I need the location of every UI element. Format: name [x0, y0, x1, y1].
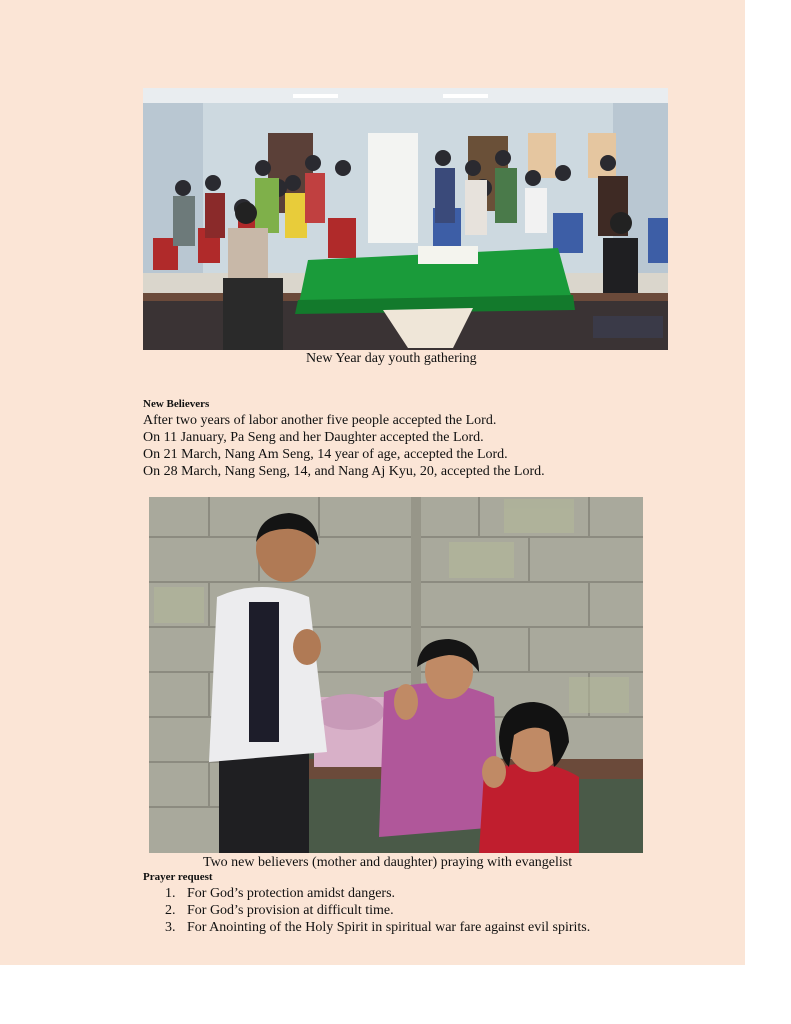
item-number: 2. — [165, 903, 176, 918]
prayer-request-item — [165, 919, 590, 936]
new-believers-line: On 11 January, Pa Seng and her Daughter accepted the Lord. — [143, 430, 484, 445]
youth-gathering-illustration — [143, 88, 668, 350]
new-believers-line: On 28 March, Nang Seng, 14, and Nang Aj Kyu, 20, accepted the Lord. — [143, 464, 545, 479]
item-text: For God’s protection amidst dangers. — [187, 886, 396, 901]
item-number: 1. — [165, 886, 176, 901]
youth-gathering-photo — [143, 88, 668, 350]
new-believers-caption: Two new believers (mother and daughter) praying with evangelist — [203, 855, 573, 870]
youth-gathering-caption: New Year day youth gathering — [306, 351, 477, 366]
praying-illustration — [149, 497, 643, 853]
item-text: For Anointing of the Holy Spirit in spiritual war fare against evil spirits. — [187, 920, 591, 935]
prayer-request-heading: Prayer request — [143, 871, 213, 883]
item-text: For God’s provision at difficult time. — [187, 903, 394, 918]
prayer-request-list — [165, 885, 590, 936]
prayer-request-item — [165, 885, 590, 902]
new-believers-line: After two years of labor another five people accepted the Lord. — [143, 413, 497, 428]
new-believers-line: On 21 March, Nang Am Seng, 14 year of age, accepted the Lord. — [143, 447, 508, 462]
prayer-request-item — [165, 902, 590, 919]
item-number: 3. — [165, 920, 176, 935]
new-believers-heading: New Believers — [143, 398, 210, 410]
new-believers-photo — [149, 497, 643, 853]
